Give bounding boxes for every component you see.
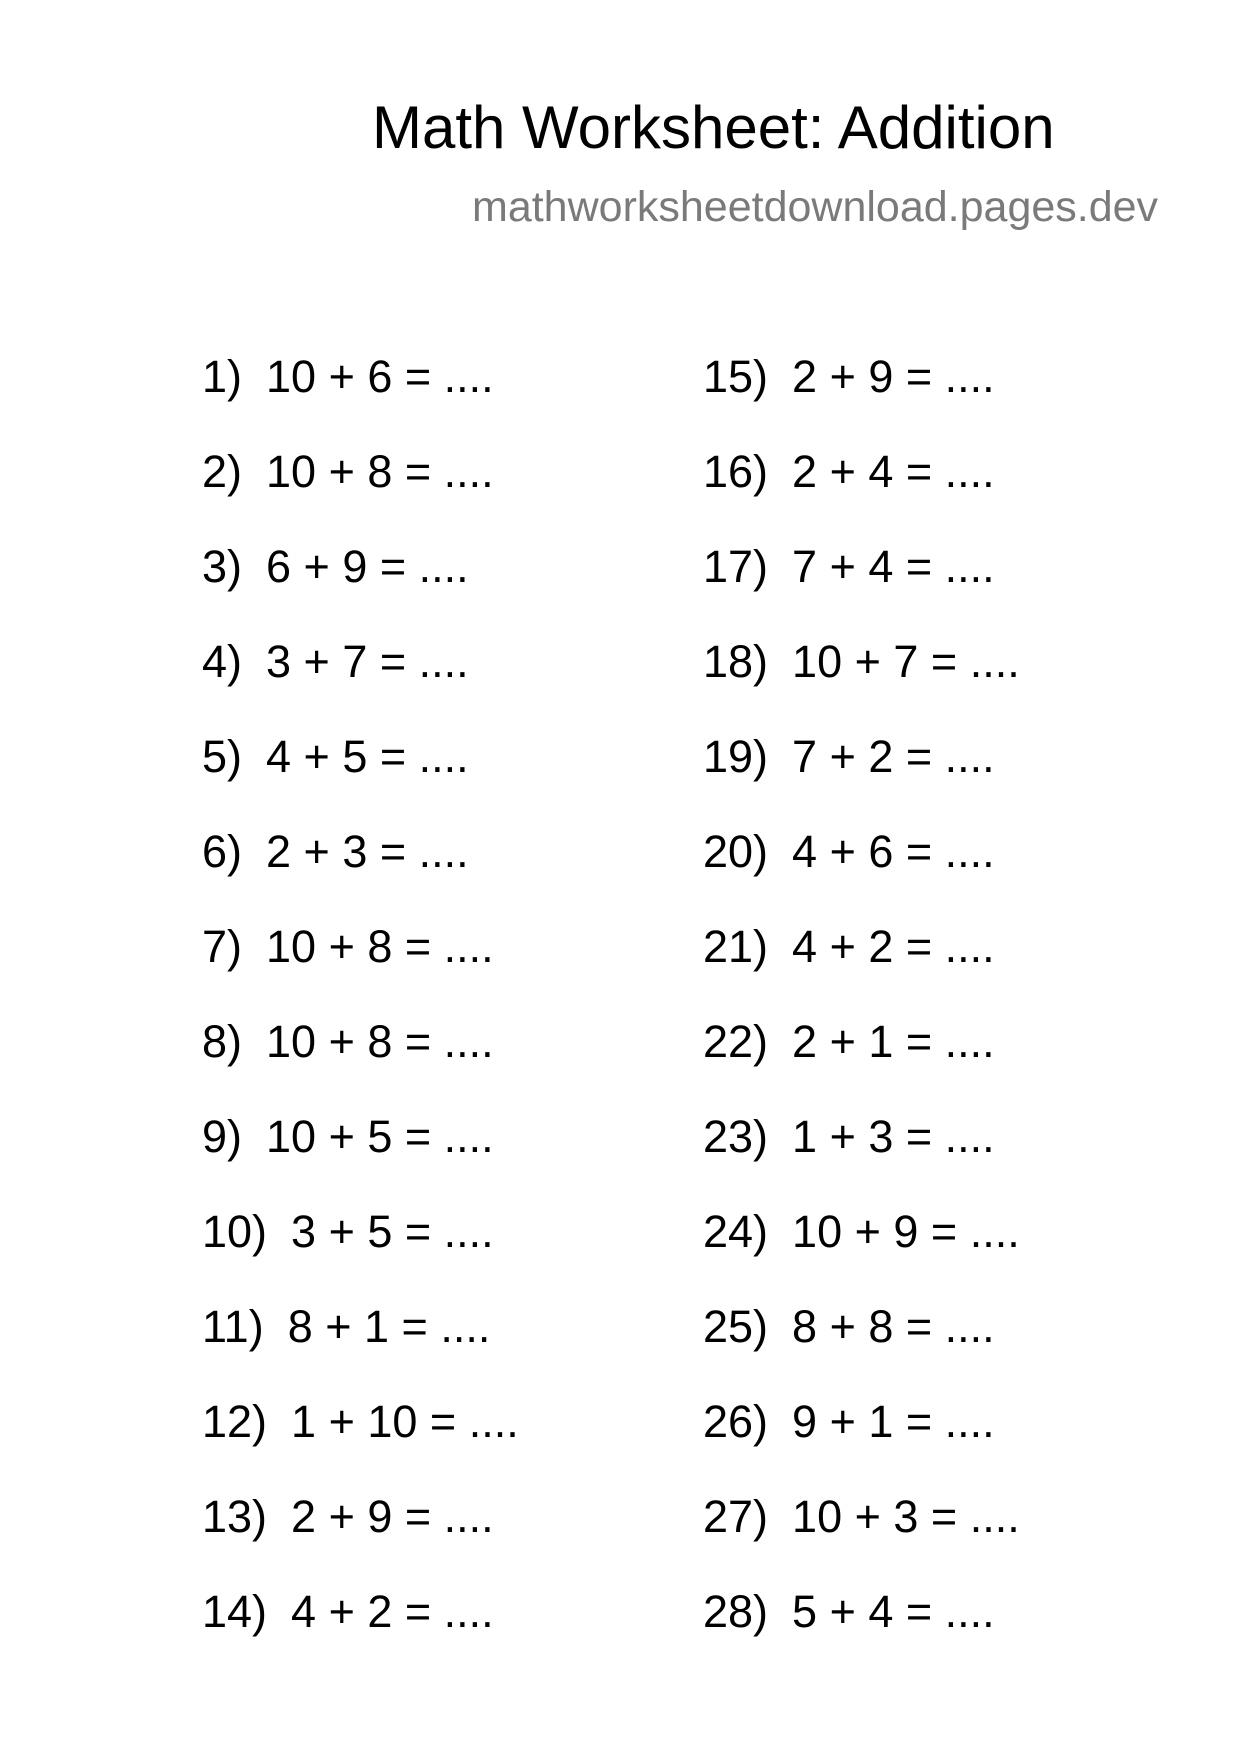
problem-number: 21) [703,921,769,972]
problem-number: 15) [703,351,769,402]
problem-number: 17) [703,541,769,592]
problem-number: 24) [703,1206,769,1257]
problem-expression: 3 + 5 = .... [291,1206,494,1257]
problem-expression: 6 + 9 = .... [266,541,469,592]
worksheet-title: Math Worksheet: Addition [372,94,1055,161]
problem-column-right [703,353,1020,1683]
problem-item [703,733,1020,828]
problem-expression: 2 + 1 = .... [792,1016,995,1067]
problem-item [202,923,519,1018]
problem-number: 5) [202,731,243,782]
problem-item [703,543,1020,638]
problem-item [202,1018,519,1113]
problem-number: 22) [703,1016,769,1067]
problem-expression: 10 + 3 = .... [792,1491,1020,1542]
problem-item [703,923,1020,1018]
problem-number: 20) [703,826,769,877]
problem-number: 11) [202,1301,264,1352]
problem-number: 4) [202,636,243,687]
problem-expression: 7 + 2 = .... [792,731,995,782]
problem-number: 16) [703,446,769,497]
problem-expression: 10 + 8 = .... [266,921,494,972]
problem-expression: 9 + 1 = .... [792,1396,995,1447]
problem-item [703,1303,1020,1398]
problem-number: 26) [703,1396,769,1447]
problem-expression: 5 + 4 = .... [792,1586,995,1637]
problem-item [703,353,1020,448]
problem-item [202,1588,519,1683]
problem-number: 8) [202,1016,243,1067]
problem-expression: 10 + 5 = .... [266,1111,494,1162]
problem-expression: 1 + 3 = .... [792,1111,995,1162]
problem-item [202,1493,519,1588]
problem-item [703,1493,1020,1588]
problem-expression: 7 + 4 = .... [792,541,995,592]
problem-number: 3) [202,541,243,592]
problem-number: 2) [202,446,243,497]
problem-expression: 10 + 8 = .... [266,1016,494,1067]
problem-expression: 4 + 2 = .... [291,1586,494,1637]
problem-expression: 2 + 9 = .... [291,1491,494,1542]
problem-number: 7) [202,921,243,972]
problem-number: 23) [703,1111,769,1162]
problem-number: 9) [202,1111,243,1162]
problem-expression: 2 + 4 = .... [792,446,995,497]
problem-number: 27) [703,1491,769,1542]
problem-expression: 4 + 5 = .... [266,731,469,782]
problem-item [202,1398,519,1493]
problem-expression: 10 + 8 = .... [266,446,494,497]
problem-item [202,353,519,448]
problem-expression: 1 + 10 = .... [291,1396,519,1447]
problem-item [703,1208,1020,1303]
problem-expression: 10 + 6 = .... [266,351,494,402]
problem-expression: 2 + 9 = .... [792,351,995,402]
problem-number: 19) [703,731,769,782]
problem-expression: 2 + 3 = .... [266,826,469,877]
problem-number: 6) [202,826,243,877]
problem-expression: 10 + 9 = .... [792,1206,1020,1257]
problem-number: 12) [202,1396,268,1447]
problem-item [202,1303,519,1398]
problem-number: 28) [703,1586,769,1637]
problem-expression: 10 + 7 = .... [792,636,1020,687]
problem-item [703,1018,1020,1113]
problem-item [703,448,1020,543]
worksheet-source-url: mathworksheetdownload.pages.dev [472,183,1159,231]
problem-item [202,448,519,543]
problem-expression: 4 + 2 = .... [792,921,995,972]
problem-item [202,828,519,923]
problem-number: 18) [703,636,769,687]
problem-item [703,1113,1020,1208]
problem-expression: 4 + 6 = .... [792,826,995,877]
problem-number: 25) [703,1301,769,1352]
problem-expression: 8 + 1 = .... [287,1301,491,1352]
problem-item [703,1398,1020,1493]
problem-item [703,638,1020,733]
problem-item [202,733,519,828]
problem-item [703,1588,1020,1683]
problem-item [202,543,519,638]
problem-number: 14) [202,1586,268,1637]
problem-expression: 8 + 8 = .... [792,1301,995,1352]
problem-item [202,1113,519,1208]
problem-number: 10) [202,1206,268,1257]
problem-expression: 3 + 7 = .... [266,636,469,687]
problem-item [703,828,1020,923]
problem-number: 1) [202,351,243,402]
problem-column-left [202,353,519,1683]
problem-item [202,638,519,733]
problem-number: 13) [202,1491,268,1542]
problem-item [202,1208,519,1303]
